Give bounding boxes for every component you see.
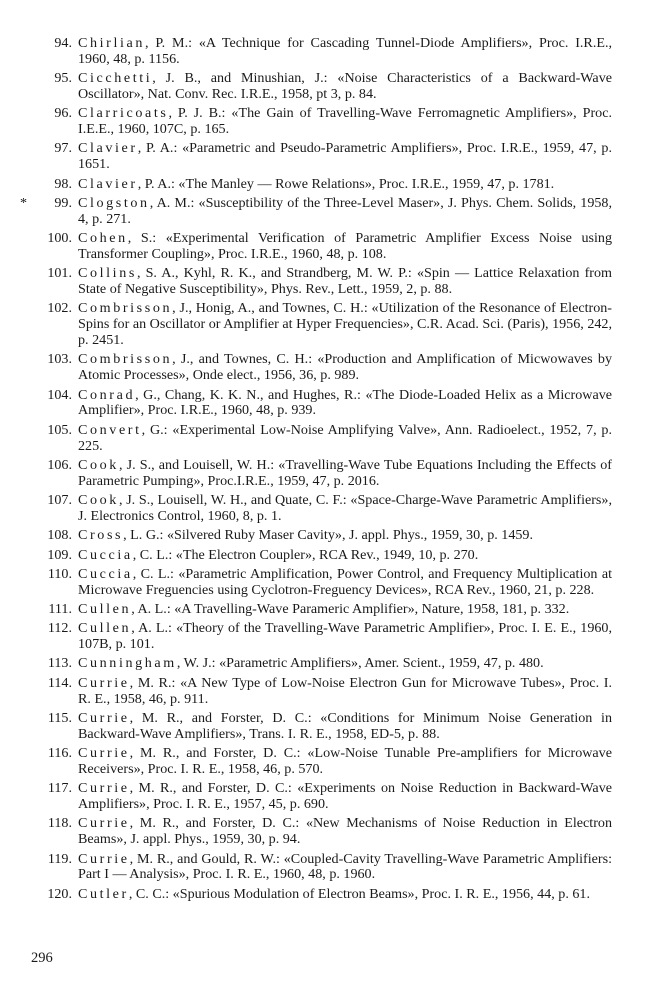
- reference-number: 108.: [47, 527, 72, 544]
- reference-entry: [20, 887, 612, 903]
- reference-list: [20, 36, 612, 906]
- reference-text: , M. R., and Forster, D. C.: «Low-Noise Tunable Pre-amplifiers for Microwave Receivers», Proc. I. R. E., 1958, 46, p. 570.: [78, 745, 612, 777]
- reference-author: Clarricoats: [78, 105, 169, 122]
- reference-number: 117.: [47, 780, 72, 797]
- reference-number: 98.: [54, 175, 72, 192]
- reference-entry: [20, 301, 612, 349]
- reference-number: 113.: [47, 655, 72, 672]
- reference-text: , G., Chang, K. K. N., and Hughes, R.: «The Diode-Loaded Helix as a Microwave Amplifier», Proc. I.R.E., 1960, 48, p. 939.: [78, 386, 612, 419]
- reference-number: 102.: [47, 300, 72, 317]
- reference-text: , S. A., Kyhl, R. K., and Strandberg, M. W. P.: «Spin — Lattice Relaxation from State of Negative Susceptibility», Phys. Rev., Lett., 1959, 2, p. 88.: [78, 265, 612, 298]
- reference-entry: [20, 567, 612, 599]
- reference-text: , M. R., and Forster, D. C.: «Experiments on Noise Reduction in Backward-Wave Amplifiers», Proc. I. R. E., 1957, 45, p. 690.: [78, 780, 612, 813]
- reference-text: , C. L.: «Parametric Amplification, Power Control, and Frequency Multiplication at Microwave Freguencies using Cyclotron-Freguency Devices», RCA Rev., 1960, 21, p. 228.: [78, 565, 612, 598]
- reference-entry: [20, 141, 612, 173]
- reference-author: Cullen: [78, 620, 132, 637]
- reference-text: , J., and Townes, C. H.: «Production and Amplification of Micwowaves by Atomic Processes», Onde elect., 1956, 36, p. 989.: [78, 351, 612, 384]
- reference-text: , A. M.: «Susceptibility of the Three-Level Maser», J. Phys. Chem. Solids, 1958, 4, p. 271.: [78, 194, 612, 227]
- reference-author: Convert: [78, 421, 142, 438]
- reference-entry: [20, 676, 612, 708]
- reference-author: Cicchetti: [78, 70, 153, 87]
- reference-author: Cohen: [78, 230, 128, 247]
- reference-number: 97.: [54, 140, 72, 157]
- reference-author: Cross: [78, 527, 124, 544]
- reference-entry: [20, 196, 612, 228]
- reference-text: , M. R., and Forster, D. C.: «Conditions for Minimum Noise Generation in Backward-Wave Amplifiers», Trans. I. R. E., 1958, ED-5, p. 88.: [78, 709, 612, 742]
- reference-author: Clogston: [78, 194, 150, 211]
- reference-number: 110.: [47, 565, 72, 582]
- reference-entry: [20, 781, 612, 813]
- reference-entry: [20, 493, 612, 525]
- reference-number: 96.: [54, 105, 72, 122]
- page-number: 296: [31, 950, 53, 966]
- reference-text: , J. S., Louisell, W. H., and Quate, C. F.: «Space-Charge-Wave Parametric Amplifiers», J. Electronics Control, 1960, 8, p. 1.: [78, 492, 612, 524]
- reference-author: Cook: [78, 456, 119, 473]
- reference-author: Clavier: [78, 140, 138, 157]
- reference-text: , M. R.: «A New Type of Low-Noise Electron Gun for Microwave Tubes», Proc. I. R. E., 1958, 46, p. 911.: [78, 674, 612, 707]
- reference-number: 104.: [47, 386, 72, 403]
- reference-number: 114.: [47, 674, 72, 691]
- reference-entry: [20, 602, 612, 618]
- reference-number: 94.: [54, 35, 72, 51]
- reference-entry: [20, 656, 612, 672]
- reference-text: , J. B., and Minushian, J.: «Noise Characteristics of a Backward-Wave Oscillator», Nat. Conv. Rec. I.R.E., 1958, pt 3, p. 84.: [78, 70, 612, 102]
- reference-author: Collins: [78, 265, 137, 282]
- reference-number: 95.: [54, 70, 72, 87]
- reference-number: 116.: [47, 745, 72, 762]
- reference-text: , J., Honig, A., and Townes, C. H.: «Utilization of the Resonance of Electron-Spins for an Oscillator or Amplifier at Hyper Frequencies», C.R. Acad. Sci. (Paris), 1956, 242, p. 2451.: [78, 300, 612, 349]
- reference-author: Currie: [78, 674, 130, 691]
- reference-number: 105.: [47, 421, 72, 438]
- reference-entry: [20, 548, 612, 564]
- reference-entry: [20, 816, 612, 848]
- reference-author: Cuccia: [78, 546, 133, 563]
- reference-star-mark: *: [20, 194, 28, 211]
- reference-text: , M. R., and Gould, R. W.: «Coupled-Cavity Travelling-Wave Parametric Amplifiers: Part I — Analysis», Proc. I. R. E., 1960, 48, p. 1960.: [78, 850, 612, 883]
- reference-author: Cook: [78, 492, 119, 509]
- reference-entry: [20, 266, 612, 298]
- reference-number: 111.: [48, 600, 72, 617]
- reference-author: Currie: [78, 745, 130, 762]
- reference-author: Cunningham: [78, 655, 177, 672]
- reference-text: , G.: «Experimental Low-Noise Amplifying Valve», Ann. Radioelect., 1952, 7, p. 225.: [78, 421, 612, 454]
- reference-number: 120.: [47, 885, 72, 902]
- reference-author: Combrisson: [78, 351, 173, 368]
- reference-entry: [20, 231, 612, 263]
- reference-entry: [20, 458, 612, 490]
- reference-number: 119.: [47, 850, 72, 867]
- reference-author: Conrad: [78, 386, 136, 403]
- reference-author: Cullen: [78, 600, 132, 617]
- reference-number: 103.: [47, 351, 72, 368]
- reference-entry: [20, 36, 612, 68]
- reference-number: 112.: [47, 620, 72, 637]
- reference-entry: [20, 352, 612, 384]
- reference-author: Cuccia: [78, 565, 133, 582]
- reference-author: Clavier: [78, 175, 138, 192]
- reference-author: Currie: [78, 815, 130, 832]
- reference-text: , W. J.: «Parametric Amplifiers», Amer. Scient., 1959, 47, p. 480.: [176, 655, 544, 672]
- reference-author: Cutler: [78, 885, 129, 902]
- reference-text: , P. M.: «A Technique for Cascading Tunnel-Diode Amplifiers», Proc. I.R.E., 1960, 48, p. 1156.: [78, 35, 612, 67]
- reference-author: Currie: [78, 709, 130, 726]
- reference-text: , P. A.: «Parametric and Pseudo-Parametric Amplifiers», Proc. I.R.E., 1959, 47, p. 1651.: [78, 140, 612, 173]
- reference-entry: [20, 621, 612, 653]
- reference-text: , A. L.: «A Travelling-Wave Parameric Amplifier», Nature, 1958, 181, p. 332.: [131, 600, 570, 617]
- reference-text: , J. S., and Louisell, W. H.: «Travelling-Wave Tube Equations Including the Effects of Parametric Pumping», Proc.I.R.E., 1959, 47, p. 2016.: [78, 456, 612, 489]
- reference-author: Combrisson: [78, 300, 173, 317]
- reference-entry: [20, 423, 612, 455]
- reference-number: 115.: [47, 709, 72, 726]
- reference-text: , C. C.: «Spurious Modulation of Electron Beams», Proc. I. R. E., 1956, 44, p. 61.: [128, 885, 590, 902]
- reference-number: 109.: [47, 546, 72, 563]
- reference-number: 106.: [47, 456, 72, 473]
- reference-entry: [20, 528, 612, 544]
- reference-entry: [20, 852, 612, 884]
- reference-number: 101.: [47, 265, 72, 282]
- reference-text: , S.: «Experimental Verification of Parametric Amplifier Excess Noise using Transformer Coupling», Proc. I.R.E., 1960, 48, p. 108.: [78, 230, 612, 262]
- reference-entry: [20, 711, 612, 743]
- reference-text: , M. R., and Forster, D. C.: «New Mechanisms of Noise Reduction in Electron Beams», J. appl. Phys., 1959, 30, p. 94.: [78, 815, 612, 848]
- reference-text: , P. J. B.: «The Gain of Travelling-Wave Ferromagnetic Amplifiers», Proc. I.E.E., 1960, 107C, p. 165.: [78, 105, 612, 138]
- reference-text: , C. L.: «The Electron Coupler», RCA Rev., 1949, 10, p. 270.: [132, 546, 479, 563]
- reference-number: 99.: [54, 194, 72, 211]
- reference-text: , P. A.: «The Manley — Rowe Relations», Proc. I.R.E., 1959, 47, p. 1781.: [137, 175, 555, 192]
- reference-entry: [20, 177, 612, 193]
- reference-number: 118.: [47, 815, 72, 832]
- reference-entry: [20, 746, 612, 778]
- reference-author: Currie: [78, 780, 130, 797]
- reference-number: 107.: [47, 492, 72, 509]
- reference-entry: [20, 388, 612, 420]
- reference-author: Chirlian: [78, 35, 145, 51]
- reference-entry: [20, 106, 612, 138]
- reference-number: 100.: [47, 230, 72, 247]
- reference-entry: [20, 71, 612, 103]
- reference-text: , A. L.: «Theory of the Travelling-Wave Parametric Amplifier», Proc. I. E. E., 1960, 107B, p. 101.: [78, 620, 612, 653]
- reference-text: , L. G.: «Silvered Ruby Maser Cavity», J. appl. Phys., 1959, 30, p. 1459.: [123, 527, 533, 544]
- reference-author: Currie: [78, 850, 130, 867]
